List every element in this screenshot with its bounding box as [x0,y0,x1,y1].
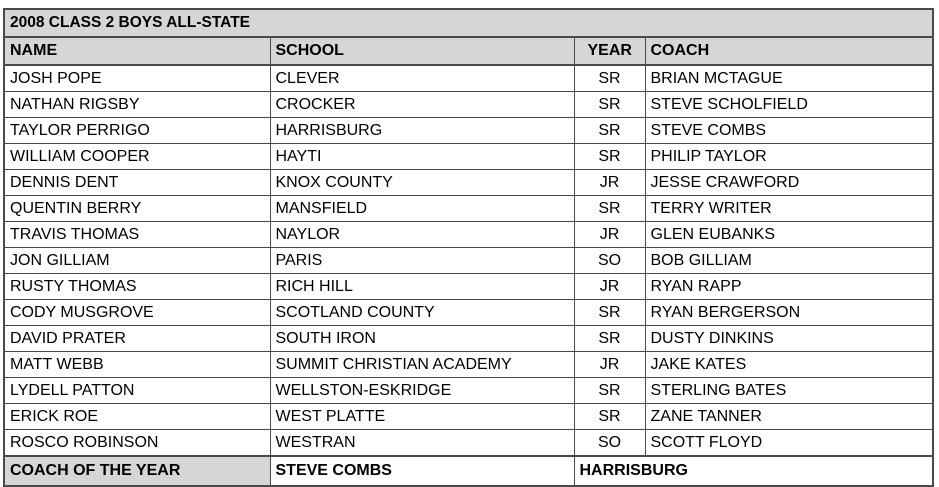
player-coach: JESSE CRAWFORD [645,170,933,196]
table-row [4,144,933,170]
player-coach: STERLING BATES [645,378,933,404]
player-school: WESTRAN [270,430,574,457]
player-name: RUSTY THOMAS [4,274,270,300]
player-school: RICH HILL [270,274,574,300]
player-year: JR [574,352,645,378]
player-school: CROCKER [270,92,574,118]
player-name: DAVID PRATER [4,326,270,352]
player-year: JR [574,170,645,196]
player-coach: JAKE KATES [645,352,933,378]
header-school: SCHOOL [270,37,574,65]
table-row [4,352,933,378]
table-row [4,248,933,274]
player-name: QUENTIN BERRY [4,196,270,222]
title-row [4,9,933,37]
table-row [4,170,933,196]
player-name: JON GILLIAM [4,248,270,274]
player-school: KNOX COUNTY [270,170,574,196]
player-school: HAYTI [270,144,574,170]
player-year: SO [574,430,645,457]
player-year: SR [574,92,645,118]
all-state-table [3,8,934,487]
all-state-sheet [3,8,932,487]
player-year: SR [574,378,645,404]
player-coach: RYAN BERGERSON [645,300,933,326]
player-name: NATHAN RIGSBY [4,92,270,118]
player-coach: BOB GILLIAM [645,248,933,274]
table-row [4,404,933,430]
player-name: CODY MUSGROVE [4,300,270,326]
player-name: ERICK ROE [4,404,270,430]
player-year: SR [574,144,645,170]
header-year: YEAR [574,37,645,65]
player-name: DENNIS DENT [4,170,270,196]
table-row [4,118,933,144]
header-row [4,37,933,65]
table-row [4,65,933,92]
player-coach: BRIAN MCTAGUE [645,65,933,92]
player-name: WILLIAM COOPER [4,144,270,170]
player-year: SO [574,248,645,274]
player-coach: DUSTY DINKINS [645,326,933,352]
player-coach: SCOTT FLOYD [645,430,933,457]
player-school: SOUTH IRON [270,326,574,352]
table-row [4,92,933,118]
player-coach: RYAN RAPP [645,274,933,300]
player-year: JR [574,274,645,300]
player-school: SUMMIT CHRISTIAN ACADEMY [270,352,574,378]
player-school: WELLSTON-ESKRIDGE [270,378,574,404]
player-name: JOSH POPE [4,65,270,92]
player-school: SCOTLAND COUNTY [270,300,574,326]
player-year: SR [574,196,645,222]
player-school: WEST PLATTE [270,404,574,430]
table-row [4,300,933,326]
header-name: NAME [4,37,270,65]
player-year: SR [574,118,645,144]
player-name: MATT WEBB [4,352,270,378]
player-coach: TERRY WRITER [645,196,933,222]
player-school: CLEVER [270,65,574,92]
table-row [4,326,933,352]
header-coach: COACH [645,37,933,65]
player-coach: STEVE COMBS [645,118,933,144]
player-coach: GLEN EUBANKS [645,222,933,248]
table-row [4,222,933,248]
coach-of-the-year-school: HARRISBURG [574,456,933,486]
table-row [4,430,933,457]
table-row [4,196,933,222]
player-coach: ZANE TANNER [645,404,933,430]
player-name: LYDELL PATTON [4,378,270,404]
table-row [4,274,933,300]
player-name: ROSCO ROBINSON [4,430,270,457]
player-year: SR [574,65,645,92]
player-school: NAYLOR [270,222,574,248]
coach-of-the-year-row [4,456,933,486]
player-year: SR [574,300,645,326]
coach-of-the-year-label: COACH OF THE YEAR [4,456,270,486]
table-row [4,378,933,404]
player-year: SR [574,404,645,430]
player-coach: STEVE SCHOLFIELD [645,92,933,118]
player-year: JR [574,222,645,248]
player-school: MANSFIELD [270,196,574,222]
player-year: SR [574,326,645,352]
player-coach: PHILIP TAYLOR [645,144,933,170]
coach-of-the-year-name: STEVE COMBS [270,456,574,486]
player-school: HARRISBURG [270,118,574,144]
player-name: TAYLOR PERRIGO [4,118,270,144]
player-name: TRAVIS THOMAS [4,222,270,248]
player-school: PARIS [270,248,574,274]
table-title: 2008 CLASS 2 BOYS ALL-STATE [4,9,933,37]
